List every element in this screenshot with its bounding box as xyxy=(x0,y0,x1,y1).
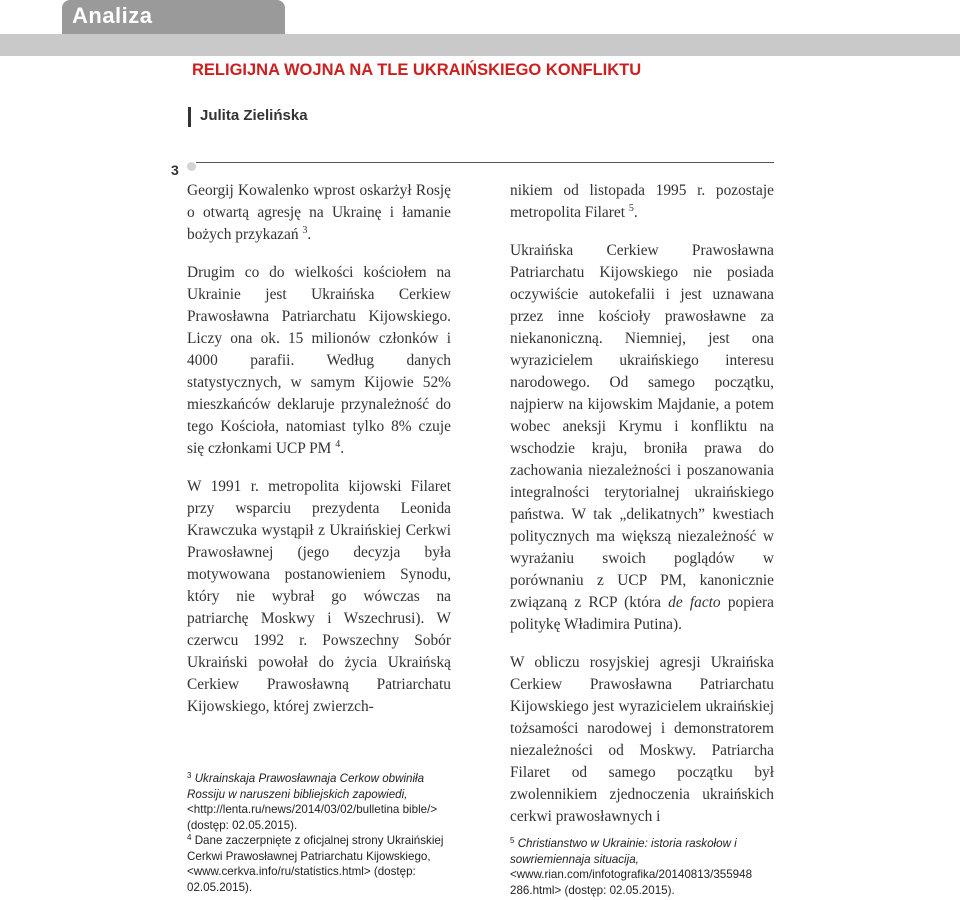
right-paragraph-3: W obliczu rosyjskiej agresji Ukraińska Cerkiew Prawosławna Patriarchatu Kijowskiego jest wyrazicielem ukraińskiej tożsamości narodowej i demonstratorem niezależności od Moskwy. Patriarcha Filaret od samego początku był zwolennikiem zjednoczenia ukraińskich cerkwi prawosławnych i xyxy=(510,654,774,825)
section-tab xyxy=(62,0,285,34)
footnote-3: $^3$ Ukrainskaja Prawosławnaja Cerkow obwiniła Rossiju w naruszeni bibliejskich zapowiedi, <http://lenta.ru/news/2014/03/02/bulletina bible/> (dostęp: 02.05.2015). xyxy=(187,771,438,832)
left-column xyxy=(187,180,451,718)
footnote-ref-5[interactable]: 5 xyxy=(628,203,634,214)
footnote-ref-4[interactable]: 4 xyxy=(335,439,341,450)
italic-phrase: de facto xyxy=(668,594,721,611)
right-paragraph-2: Ukraińska Cerkiew Prawosławna Patriarchatu Kijowskiego nie posiada oczywiście autokefalii i jest uznawana przez inne kościoły prawosławne za niekanoniczną. Niemniej, jest ona wyrazicielem ukraińskiego interesu narodowego. Od samego początku, najpierw na kijowskim Majdanie, a potem wobec aneksji Krymu i konfliktu na wschodzie kraju, broniła prawa do zachowania niezależności i poszanowania integralności terytorialnej ukraińskiego państwa. W tak „delikatnych” kwestiach politycznych ma większą niezależność w wyrażaniu swoich poglądów w porównaniu z UCP PM, kanonicznie związaną z RCP (która de facto popiera politykę Władimira Putina). xyxy=(510,242,774,633)
left-paragraph-2: Drugim co do wielkości kościołem na Ukrainie jest Ukraińska Cerkiew Prawosławna Patriarchatu Kijowskiego. Liczy ona ok. 15 milionów członków i 4000 parafii. Według danych statystycznych, w samym Kijowie 52% mieszkańców deklaruje przynależność do tego Kościoła, natomiast tylko 8% czuje się członkami UCP PM $^4$. xyxy=(187,264,451,457)
column-top-rule xyxy=(196,162,774,163)
left-paragraph-1: Georgij Kowalenko wprost oskarżył Rosję o otwartą agresję na Ukrainę i łamanie bożych przykazań $^3$. xyxy=(187,182,451,243)
right-column xyxy=(510,180,774,828)
page-number: 3 xyxy=(171,162,179,178)
author-name: Julita Zielińska xyxy=(200,107,308,124)
footnotes-right xyxy=(510,836,782,898)
left-paragraph-3: W 1991 r. metropolita kijowski Filaret przy wsparciu prezydenta Leonida Krawczuka wystąpił z Ukraińskiej Cerkwi Prawosławnej (jego decyzja była motywowana postanowieniem Synodu, który nie wybrał go wówczas na patriarchę Moskwy i Wszechrusi). W czerwcu 1992 r. Powszechny Sobór Ukraiński powołał do życia Ukraińską Cerkiew Prawosławną Patriarchatu Kijowskiego, której zwierzch- xyxy=(187,478,451,715)
rule-dot-decoration xyxy=(187,162,196,171)
author-marker xyxy=(188,107,191,127)
footnote-4: $^4$ Dane zaczerpnięte z oficjalnej strony Ukraińskiej Cerkwi Prawosławnej Patriarchatu Kijowskiego, <www.cerkva.info/ru/statistics.html> (dostęp: 02.05.2015). xyxy=(187,833,444,894)
footnote-ref-3[interactable]: 3 xyxy=(302,225,308,236)
footnote-5: $^5$ Christianstwo w Ukrainie: istoria raskołow i sowriemiennaja situacija, <www.rian.com/infotografika/20140813/355948 286.html> (dostęp: 02.05.2015). xyxy=(510,836,753,897)
header-band xyxy=(0,34,960,56)
right-paragraph-1: nikiem od listopada 1995 r. pozostaje metropolita Filaret $^5$. xyxy=(510,182,774,221)
section-label: Analiza xyxy=(72,3,153,28)
footnotes-left xyxy=(187,771,455,895)
article-title: RELIGIJNA WOJNA NA TLE UKRAIŃSKIEGO KONFLIKTU xyxy=(192,61,642,79)
